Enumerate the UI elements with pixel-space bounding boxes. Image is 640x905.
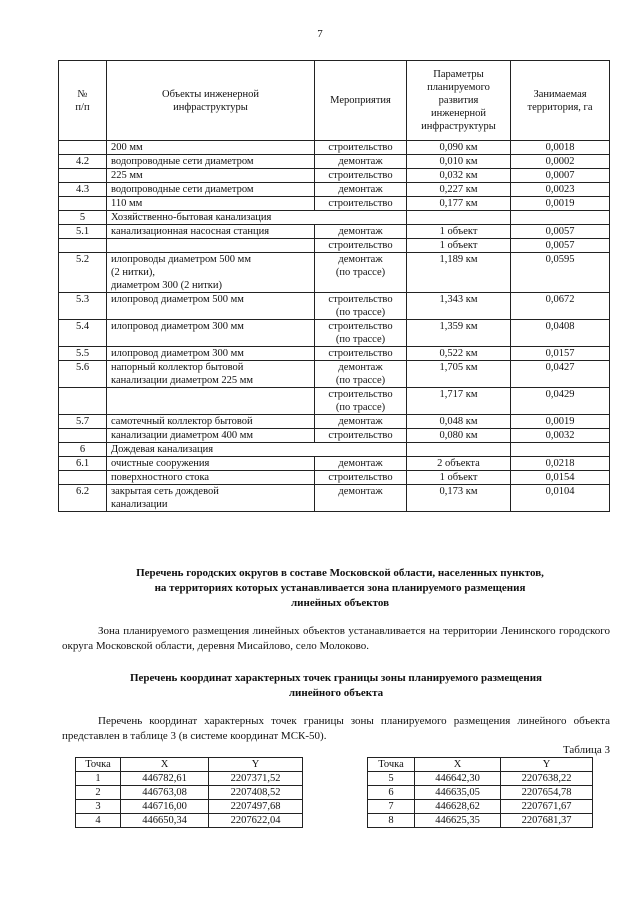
- cell-area: 0,0218: [511, 457, 610, 471]
- cell-area: 0,0019: [511, 197, 610, 211]
- coord-row: [76, 772, 303, 786]
- table-row: [59, 415, 610, 429]
- cell-section: Хозяйственно-бытовая канализация: [107, 211, 407, 225]
- heading-coordinates: Перечень координат характерных точек границы зоны планируемого размещения линейного объекта: [129, 672, 543, 699]
- cell-name: закрытая сеть дождевой канализации: [107, 485, 315, 512]
- coordinates-left-body: [76, 772, 303, 828]
- cell-num: 4.2: [59, 155, 107, 169]
- table-row: [59, 293, 610, 320]
- cell-name: канализационная насосная станция: [107, 225, 315, 239]
- cell-num: [59, 239, 107, 253]
- coordinates-table-left: [75, 757, 303, 828]
- cell-area: 0,0057: [511, 225, 610, 239]
- cell-num: 5.3: [59, 293, 107, 320]
- section-row: [59, 443, 610, 457]
- coord-cell-p: 7: [368, 800, 415, 814]
- coord-cell-x: 446716,00: [121, 800, 209, 814]
- cell-name: водопроводные сети диаметром: [107, 183, 315, 197]
- cell-action: демонтаж: [315, 183, 407, 197]
- coord-cell-p: 1: [76, 772, 121, 786]
- cell-num: [59, 197, 107, 211]
- cell-name: канализации диаметром 400 мм: [107, 429, 315, 443]
- cell-param: 1 объект: [407, 471, 511, 485]
- coord-cell-y: 2207638,22: [501, 772, 593, 786]
- cell-num: 5.6: [59, 361, 107, 388]
- table-row: [59, 471, 610, 485]
- cell-name: напорный коллектор бытовой канализации диаметром 225 мм: [107, 361, 315, 388]
- table-caption: Таблица 3: [562, 744, 610, 756]
- header-area: [511, 61, 610, 141]
- coord-cell-y: 2207681,37: [501, 814, 593, 828]
- coord-row: [368, 786, 593, 800]
- coord-row: [76, 800, 303, 814]
- coord-cell-y: 2207654,78: [501, 786, 593, 800]
- cell-action: строительство: [315, 141, 407, 155]
- heading-municipalities: Перечень городских округов в составе Московской области, населенных пунктов, на территориях которых устанавливается зона планируемого размещения линейных объектов: [136, 567, 544, 609]
- cell-param: 0,032 км: [407, 169, 511, 183]
- cell-area: 0,0002: [511, 155, 610, 169]
- cell-area: 0,0154: [511, 471, 610, 485]
- coord-row: [76, 814, 303, 828]
- cell-param: 0,522 км: [407, 347, 511, 361]
- header-object: [107, 61, 315, 141]
- cell-name: очистные сооружения: [107, 457, 315, 471]
- coord-cell-y: 2207622,04: [209, 814, 303, 828]
- cell-section: Дождевая канализация: [107, 443, 407, 457]
- coord-header-y: Y: [209, 758, 303, 772]
- cell-num: 5.1: [59, 225, 107, 239]
- cell-empty: [407, 443, 511, 457]
- coord-cell-y: 2207371,52: [209, 772, 303, 786]
- cell-name: поверхностного стока: [107, 471, 315, 485]
- table-row: [59, 239, 610, 253]
- cell-num: [59, 471, 107, 485]
- cell-num: 5.4: [59, 320, 107, 347]
- table-row: [59, 155, 610, 169]
- header-area-text: Занимаемая территория, га: [527, 88, 593, 113]
- cell-action: строительство: [315, 239, 407, 253]
- table-row: [59, 320, 610, 347]
- coordinates-right-body: [368, 772, 593, 828]
- infrastructure-table-body: [59, 141, 610, 512]
- cell-action: строительство (по трассе): [315, 320, 407, 347]
- cell-num: 4.3: [59, 183, 107, 197]
- coord-cell-x: 446763,08: [121, 786, 209, 800]
- header-object-text: Объекты инженерной инфраструктуры: [161, 88, 260, 113]
- cell-action: строительство: [315, 197, 407, 211]
- cell-param: 0,010 км: [407, 155, 511, 169]
- coord-cell-x: 446625,35: [415, 814, 501, 828]
- cell-action: демонтаж (по трассе): [315, 253, 407, 293]
- table-row: [59, 183, 610, 197]
- cell-num: [59, 429, 107, 443]
- cell-num: 5.5: [59, 347, 107, 361]
- table-row: [59, 197, 610, 211]
- coord-row: [368, 800, 593, 814]
- coord-cell-x: 446650,34: [121, 814, 209, 828]
- table-row: [59, 141, 610, 155]
- cell-empty: [511, 211, 610, 225]
- coord-row: [76, 786, 303, 800]
- coord-cell-y: 2207671,67: [501, 800, 593, 814]
- cell-param: 0,090 км: [407, 141, 511, 155]
- header-action: [315, 61, 407, 141]
- cell-action: демонтаж: [315, 457, 407, 471]
- cell-area: 0,0007: [511, 169, 610, 183]
- cell-action: демонтаж (по трассе): [315, 361, 407, 388]
- cell-area: 0,0023: [511, 183, 610, 197]
- cell-action: строительство: [315, 169, 407, 183]
- cell-name: 200 мм: [107, 141, 315, 155]
- cell-param: 0,227 км: [407, 183, 511, 197]
- coord-cell-x: 446782,61: [121, 772, 209, 786]
- cell-empty: [407, 211, 511, 225]
- coord-cell-x: 446635,05: [415, 786, 501, 800]
- cell-area: 0,0104: [511, 485, 610, 512]
- header-num: [59, 61, 107, 141]
- table-row: [59, 485, 610, 512]
- cell-action: строительство: [315, 347, 407, 361]
- cell-action: строительство (по трассе): [315, 388, 407, 415]
- table-row: [59, 347, 610, 361]
- header-param: [407, 61, 511, 141]
- table-row: [59, 429, 610, 443]
- cell-num: 6: [59, 443, 107, 457]
- header-param-text: Параметры планируемого развития инженерной инфраструктуры: [421, 69, 496, 132]
- table-row: [59, 457, 610, 471]
- cell-param: 1,717 км: [407, 388, 511, 415]
- cell-param: 1,705 км: [407, 361, 511, 388]
- cell-action: строительство (по трассе): [315, 293, 407, 320]
- cell-num: [59, 388, 107, 415]
- coord-cell-x: 446642,30: [415, 772, 501, 786]
- cell-action: демонтаж: [315, 225, 407, 239]
- coord-cell-y: 2207408,52: [209, 786, 303, 800]
- coord-cell-x: 446628,62: [415, 800, 501, 814]
- cell-param: 0,173 км: [407, 485, 511, 512]
- cell-name: илопроводы диаметром 500 мм (2 нитки), диаметром 300 (2 нитки): [107, 253, 315, 293]
- cell-num: 5.7: [59, 415, 107, 429]
- cell-param: 1,343 км: [407, 293, 511, 320]
- cell-name: [107, 239, 315, 253]
- cell-area: 0,0427: [511, 361, 610, 388]
- cell-area: 0,0595: [511, 253, 610, 293]
- cell-param: 1 объект: [407, 239, 511, 253]
- cell-name: 110 мм: [107, 197, 315, 211]
- coord-row: [368, 814, 593, 828]
- page-number: 7: [317, 28, 323, 40]
- coord-header-y: Y: [501, 758, 593, 772]
- coord-cell-y: 2207497,68: [209, 800, 303, 814]
- cell-num: [59, 169, 107, 183]
- header-num-text: № п/п: [75, 88, 90, 113]
- coord-cell-p: 8: [368, 814, 415, 828]
- cell-action: строительство: [315, 429, 407, 443]
- cell-area: 0,0032: [511, 429, 610, 443]
- cell-num: [59, 141, 107, 155]
- cell-param: 0,080 км: [407, 429, 511, 443]
- cell-area: 0,0018: [511, 141, 610, 155]
- coord-cell-p: 5: [368, 772, 415, 786]
- cell-area: 0,0672: [511, 293, 610, 320]
- table-row: [59, 225, 610, 239]
- cell-name: водопроводные сети диаметром: [107, 155, 315, 169]
- cell-action: демонтаж: [315, 485, 407, 512]
- coord-cell-p: 3: [76, 800, 121, 814]
- cell-area: 0,0157: [511, 347, 610, 361]
- cell-name: илопровод диаметром 500 мм: [107, 293, 315, 320]
- header-action-text: Мероприятия: [330, 95, 391, 106]
- cell-action: демонтаж: [315, 415, 407, 429]
- zone-paragraph: Зона планируемого размещения линейных объектов устанавливается на территории Ленинского городского округа Московской области, деревня Мисайлово, село Молоково.: [62, 625, 610, 652]
- cell-name: 225 мм: [107, 169, 315, 183]
- cell-area: 0,0429: [511, 388, 610, 415]
- cell-name: [107, 388, 315, 415]
- coord-header-point: Точка: [368, 758, 415, 772]
- cell-name: илопровод диаметром 300 мм: [107, 347, 315, 361]
- coord-header-point: Точка: [76, 758, 121, 772]
- cell-num: 5.2: [59, 253, 107, 293]
- cell-num: 6.2: [59, 485, 107, 512]
- coordinates-table-right: [367, 757, 593, 828]
- table-row: [59, 388, 610, 415]
- infrastructure-table: [58, 60, 610, 512]
- coord-row: [368, 772, 593, 786]
- coordinates-paragraph: Перечень координат характерных точек границы зоны планируемого размещения линейного объекта представлен в таблице 3 (в системе координат МСК-50).: [62, 715, 610, 742]
- table-row: [59, 361, 610, 388]
- cell-area: 0,0057: [511, 239, 610, 253]
- cell-param: 1,359 км: [407, 320, 511, 347]
- cell-area: 0,0019: [511, 415, 610, 429]
- cell-num: 5: [59, 211, 107, 225]
- coord-cell-p: 2: [76, 786, 121, 800]
- cell-num: 6.1: [59, 457, 107, 471]
- coord-header-x: X: [121, 758, 209, 772]
- cell-area: 0,0408: [511, 320, 610, 347]
- coord-header-x: X: [415, 758, 501, 772]
- cell-name: илопровод диаметром 300 мм: [107, 320, 315, 347]
- cell-action: строительство: [315, 471, 407, 485]
- table-row: [59, 169, 610, 183]
- cell-param: 0,048 км: [407, 415, 511, 429]
- cell-empty: [511, 443, 610, 457]
- cell-param: 1,189 км: [407, 253, 511, 293]
- cell-param: 0,177 км: [407, 197, 511, 211]
- coord-cell-p: 4: [76, 814, 121, 828]
- table-row: [59, 253, 610, 293]
- cell-name: самотечный коллектор бытовой: [107, 415, 315, 429]
- cell-action: демонтаж: [315, 155, 407, 169]
- cell-param: 2 объекта: [407, 457, 511, 471]
- section-row: [59, 211, 610, 225]
- coord-cell-p: 6: [368, 786, 415, 800]
- cell-param: 1 объект: [407, 225, 511, 239]
